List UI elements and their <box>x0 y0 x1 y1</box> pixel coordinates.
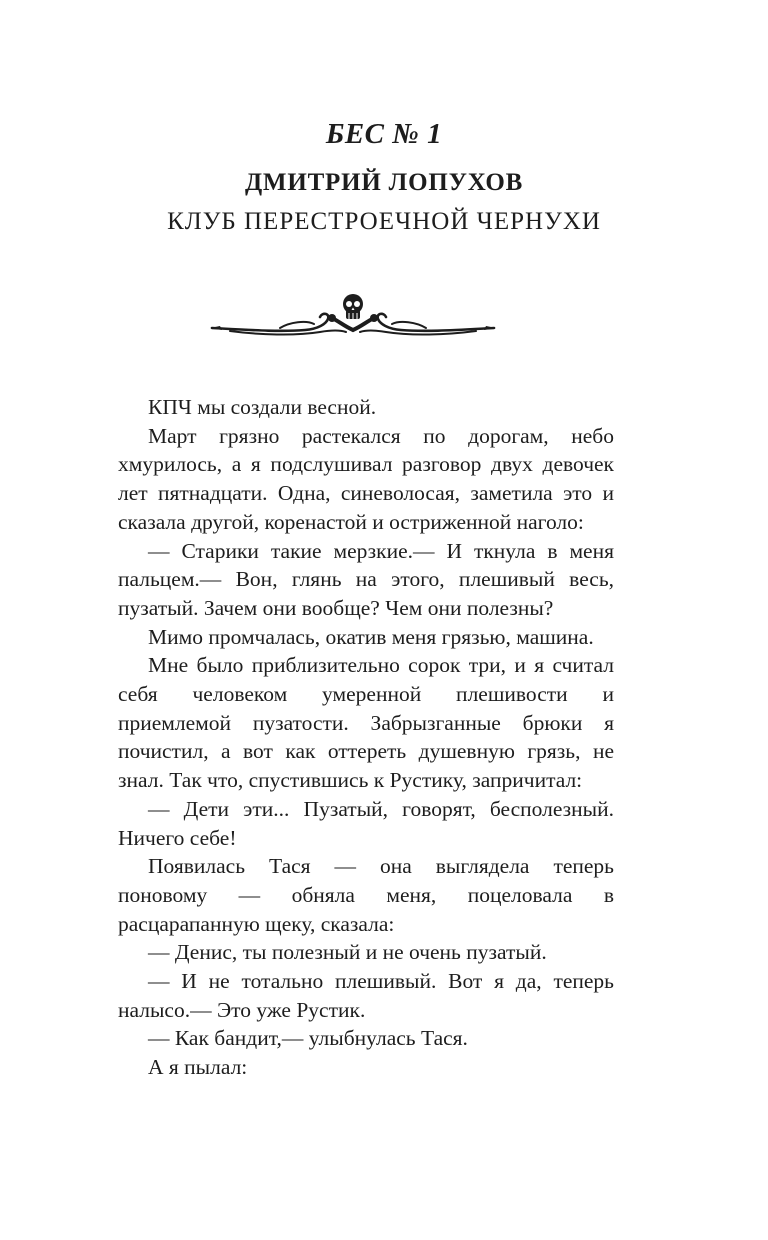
paragraph: — Дети эти... Пузатый, говорят, бесполезный. Ничего себе! <box>118 796 614 850</box>
story-body <box>118 393 614 1082</box>
paragraph: Март грязно растекался по дорогам, небо хмурилось, а я подслушивал разговор двух девочек лет пятнадцати. Одна, синеволосая, заметила это и сказала другой, коренастой и остриженной наголо: <box>118 423 614 534</box>
paragraph: — И не тотально плешивый. Вот я да, теперь налысо.— Это уже Рустик. <box>118 969 614 1022</box>
paragraph: КПЧ мы создали весной. <box>148 395 377 419</box>
skull-flourish-icon <box>210 286 496 356</box>
paragraph: — Как бандит,— улыбнулась Тася. <box>148 1026 468 1051</box>
author-name: ДМИТРИЙ ЛОПУХОВ <box>244 169 524 196</box>
paragraph: — Старики такие мерзкие.— И ткнула в меня пальцем.— Вон, глянь на этого, плешивый весь, пузатый. Зачем они вообще? Чем они полезны? <box>118 538 614 620</box>
paragraph: — Денис, ты полезный и не очень пузатый. <box>148 940 547 965</box>
story-title: КЛУБ ПЕРЕСТРОЕЧНОЙ ЧЕРНУХИ <box>167 208 601 235</box>
paragraph: А я пылал: <box>148 1055 248 1080</box>
paragraph: Мимо промчалась, окатив меня грязью, машина. <box>148 624 594 649</box>
series-heading: БЕС № 1 <box>325 118 443 150</box>
paragraph: Мне было приблизительно сорок три, и я считал себя человеком умеренной плешивости и приемлемой пузатости. Забрызганные брюки я почистил, а вот как оттереть душевную грязь, не знал. Так что, спустившись к Рустику, запричитал: <box>118 653 614 793</box>
paragraph: Появилась Тася — она выглядела теперь поновому — обняла меня, поцеловала в расцарапанную щеку, сказала: <box>118 854 614 936</box>
